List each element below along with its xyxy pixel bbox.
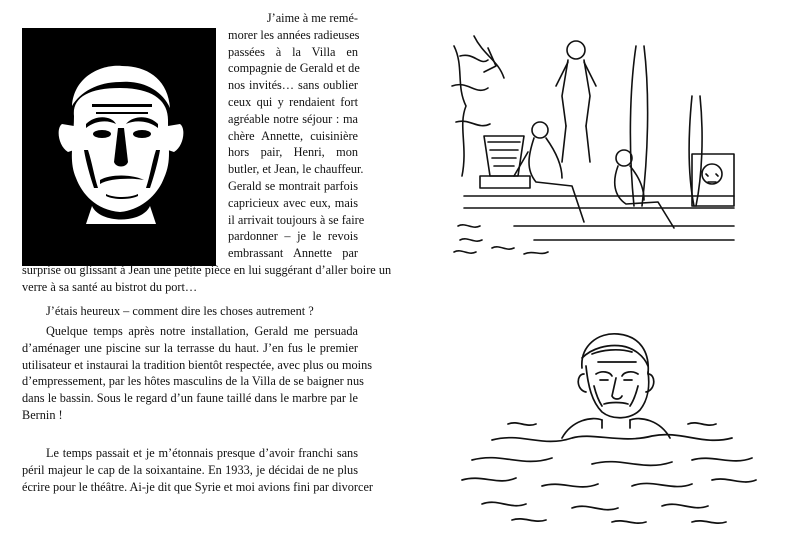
text-line: pardonner – je le revois [228,229,358,244]
text-line: verre à sa santé au bistrot du port… [22,279,198,294]
text-line: agréable notre séjour : ma [228,111,358,126]
swimmer-image [452,328,762,528]
text-line: capricieux avec eux, mais [228,195,358,210]
pool-scene-illustration [444,26,744,258]
portrait-illustration [22,28,216,266]
text-line: utilisateur et instaurai la tradition bientôt respectée, avec plus ou moins [22,357,373,372]
text-line: d’aménager une piscine sur la terrasse du haut. J’en fus le premier [22,340,358,355]
text-line: Bernin ! [22,407,63,422]
text-line: Quelque temps après notre installation, Gerald me persuada [46,324,358,338]
text-line: nos invités… sans oublier [228,78,358,93]
old-man-portrait-image [22,28,216,266]
text-line: compagnie de Gerald et de [228,61,360,76]
text-line: surprise ou glissant à Jean une petite pièce en lui suggérant d’aller boire un [22,263,392,277]
text-line: chère Annette, cuisinière [228,128,358,143]
text-line: dans le bassin. Sous le regard d’un faune taillé dans le marbre par le [22,391,358,406]
text-line: J’étais heureux – comment dire les choses autrement ? [46,304,314,318]
text-line: ceux qui y rendaient fort [228,94,358,109]
text-line: passées à la Villa en [228,44,358,59]
paragraph-3 [22,323,373,424]
paragraph-2 [22,303,358,320]
paragraph-1-continuation [22,262,392,296]
text-line: il arrivait toujours à se faire [228,212,365,227]
text-line: d’empressement, par les hôtes masculins de la Villa de se baigner nus [22,374,364,389]
text-line: Le temps passait et je m’étonnais presque d’avoir franchi sans [46,446,358,460]
text-line: butler, et Jean, le chauffeur. [228,162,364,177]
text-line: Gerald se montrait parfois [228,178,358,193]
text-line: embrassant Annette par [228,246,358,261]
text-line: J’aime à me remé- [266,11,358,25]
pool-scene-image [444,26,744,258]
text-line: hors pair, Henri, mon [228,145,358,160]
paragraph-4 [22,445,374,495]
text-line: écrire pour le théâtre. Ai-je dit que Syrie et moi avions fini par divorcer [22,479,374,494]
opening-paragraph-column [228,10,365,262]
text-line: péril majeur le cap de la soixantaine. En 1933, je décidai de ne plus [22,462,358,477]
swimmer-illustration [452,328,762,528]
text-line: morer les années radieuses [228,27,360,42]
